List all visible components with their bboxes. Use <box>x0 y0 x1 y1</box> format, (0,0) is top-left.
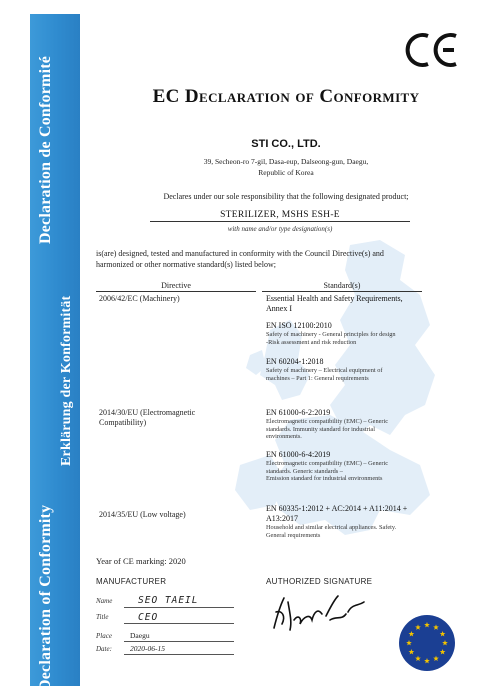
ce-marking-year: Year of CE marking: 2020 <box>96 556 186 566</box>
standard-description: Electromagnetic compatibility (EMC) – Generic <box>266 418 389 425</box>
place-value: Daegu <box>130 631 150 640</box>
standard-description: Emission standard for industrial environments <box>266 475 383 483</box>
authorized-signature <box>268 590 378 635</box>
standard-code: Annex I <box>266 304 292 313</box>
name-value-handwritten: SEO TAEIL <box>138 595 199 606</box>
standard-description: machines – Part 1: General requirements <box>266 374 369 382</box>
standard-item <box>266 504 436 539</box>
standard-item <box>266 294 436 314</box>
place-label: Place <box>96 632 112 640</box>
standard-description: Household and similar electrical appliances. Safety. <box>266 524 397 531</box>
standard-item <box>266 450 436 483</box>
standard-description: Safety of machinery - General principles for design <box>266 331 396 338</box>
name-label: Name <box>96 597 113 605</box>
standard-code: A13:2017 <box>266 514 298 523</box>
company-name: STI CO., LTD. <box>251 138 321 150</box>
standard-item <box>266 357 436 382</box>
side-title-german: Erklärung der Konformität <box>59 295 74 466</box>
date-line <box>124 654 234 655</box>
standard-code: EN 61000-6-2:2019 <box>266 408 331 417</box>
ce-mark-logo <box>402 30 462 70</box>
directive-item: 2014/35/EU (Low voltage) <box>99 510 186 519</box>
standard-description: -Risk assessment and risk reduction <box>266 338 357 346</box>
side-band <box>30 14 80 691</box>
standard-description: General requirements <box>266 531 321 539</box>
side-title-english: Declaration of Conformity <box>37 504 54 691</box>
declaration-statement: Declares under our sole responsibility that the following designated product; <box>163 192 409 201</box>
title-label: Title <box>96 613 109 621</box>
standard-description: Safety of machinery – Electrical equipment of <box>266 367 383 374</box>
standard-item <box>266 321 436 346</box>
product-name: STERILIZER, MSHS ESH-E <box>150 210 410 222</box>
standard-code: EN 60204-1:2018 <box>266 357 324 366</box>
eu-flag-emblem <box>398 614 456 672</box>
standard-description: Electromagnetic compatibility (EMC) – Generic <box>266 460 389 467</box>
date-label: Date: <box>96 645 112 653</box>
company-address-line1: 39, Secheon-ro 7-gil, Dasa-eup, Dalseong-gun, Daegu, <box>203 157 369 166</box>
manufacturer-heading: MANUFACTURER <box>96 577 167 586</box>
title-value-handwritten: CEO <box>138 612 159 623</box>
title-line <box>124 623 234 624</box>
directive-column-header: Directive <box>161 281 191 290</box>
signature-heading: AUTHORIZED SIGNATURE <box>266 577 373 586</box>
date-value: 2020-06-15 <box>130 644 165 653</box>
conformity-paragraph-line2: harmonized or other normative standard(s) listed below; <box>96 260 276 269</box>
standard-description: environments. <box>266 433 302 441</box>
name-line <box>124 607 234 608</box>
document-title: EC Declaration of Conformity <box>152 86 420 107</box>
standard-code: EN 60335-1:2012 + AC:2014 + A11:2014 + <box>266 504 408 513</box>
directive-item: 2006/42/EC (Machinery) <box>99 294 180 303</box>
standards-column-header: Standard(s) <box>323 281 361 290</box>
product-name-note: with name and/or type designation(s) <box>227 225 333 233</box>
standard-code: EN 61000-6-4:2019 <box>266 450 331 459</box>
company-address-line2: Republic of Korea <box>258 168 314 177</box>
place-line <box>124 641 234 642</box>
standard-code: Essential Health and Safety Requirements, <box>266 294 403 303</box>
side-title-french: Declaration de Conformité <box>37 55 54 244</box>
standard-description: standards. Generic standards – <box>266 467 343 475</box>
standard-item <box>266 408 436 441</box>
standards-header-rule <box>262 291 422 292</box>
standard-code: EN ISO 12100:2010 <box>266 321 332 330</box>
directive-item: 2014/30/EU (Electromagnetic Compatibility) <box>99 408 196 427</box>
standard-description: standards. Immunity standard for industrial <box>266 425 375 433</box>
conformity-paragraph-line1: is(are) designed, tested and manufactured in conformity with the Council Directive(s) and <box>96 249 384 258</box>
directive-header-rule <box>96 291 256 292</box>
